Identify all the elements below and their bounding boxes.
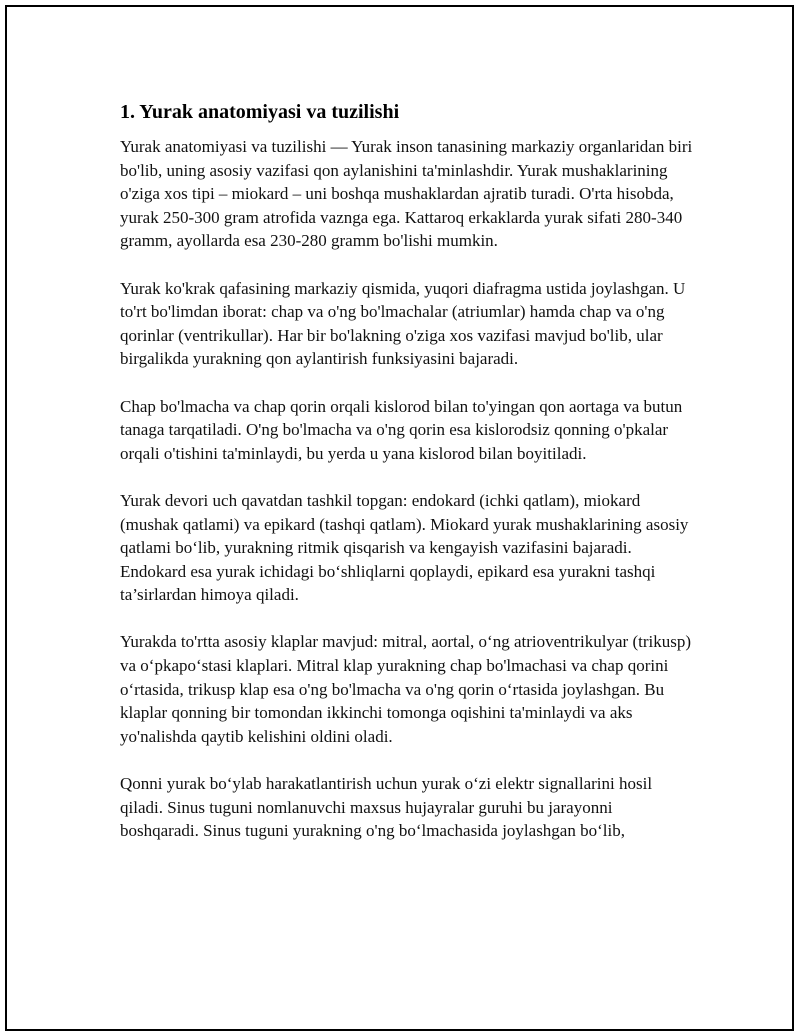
document-body	[120, 99, 695, 866]
paragraph-1: Yurak anatomiyasi va tuzilishi — Yurak inson tanasining markaziy organlaridan biri bo'lib, uning asosiy vazifasi qon aylanishini ta'minlashdir. Yurak mushaklarining o'ziga xos tipi – miokard – uni boshqa mushaklardan ajratib turadi. O'rta hisobda, yurak 250-300 gram atrofida vaznga ega. Kattaroq erkaklarda yurak sifati 280-340 gramm, ayollarda esa 230-280 gramm bo'lishi mumkin.	[120, 137, 693, 251]
paragraph-5: Yurakda to'rtta asosiy klaplar mavjud: mitral, aortal, o‘ng atrioventrikulyar (trikusp) va o‘pkapo‘stasi klaplari. Mitral klap yurakning chap bo'lmachasi va chap qorini o‘rtasida, trikusp klap esa o'ng bo'lmacha va o'ng qorin o‘rtasida joylashgan. Bu klaplar qonning bir tomondan ikkinchi tomonga oqishini ta'minlaydi va aks yo'nalishda qaytib kelishini oldini oladi.	[120, 632, 691, 746]
paragraph-6: Qonni yurak bo‘ylab harakatlantirish uchun yurak o‘zi elektr signallarini hosil qiladi. Sinus tuguni nomlanuvchi maxsus hujayralar guruhi bu jarayonni boshqaradi. Sinus tuguni yurakning o'ng bo‘lmachasida joylashgan bo‘lib,	[120, 774, 653, 841]
paragraph-4: Yurak devori uch qavatdan tashkil topgan: endokard (ichki qatlam), miokard (mushak qatlami) va epikard (tashqi qatlam). Miokard yurak mushaklarining asosiy qatlami bo‘lib, yurakning ritmik qisqarish va kengayish vazifasini bajaradi. Endokard esa yurak ichidagi bo‘shliqlarni qoplaydi, epikard esa yurakni tashqi ta’sirlardan himoya qiladi.	[120, 490, 689, 605]
document-page	[5, 5, 794, 1031]
paragraph-2: Yurak ko'krak qafasining markaziy qismida, yuqori diafragma ustida joylashgan. U to'rt bo'limdan iborat: chap va o'ng bo'lmachalar (atriumlar) hamda chap va o'ng qorinlar (ventrikullar). Har bir bo'lakning o'ziga xos vazifasi mavjud bo'lib, ular birgalikda yurakning qon aylantirish funksiyasini bajaradi.	[120, 278, 686, 369]
paragraph-3: Chap bo'lmacha va chap qorin orqali kislorod bilan to'yingan qon aortaga va butun tanaga tarqatiladi. O'ng bo'lmacha va o'ng qorin esa kislorodsiz qonning o'pkalar orqali o'tishini ta'minlaydi, bu yerda u yana kislorod bilan boyitiladi.	[120, 396, 683, 463]
section-heading: 1. Yurak anatomiyasi va tuzilishi	[120, 101, 400, 123]
